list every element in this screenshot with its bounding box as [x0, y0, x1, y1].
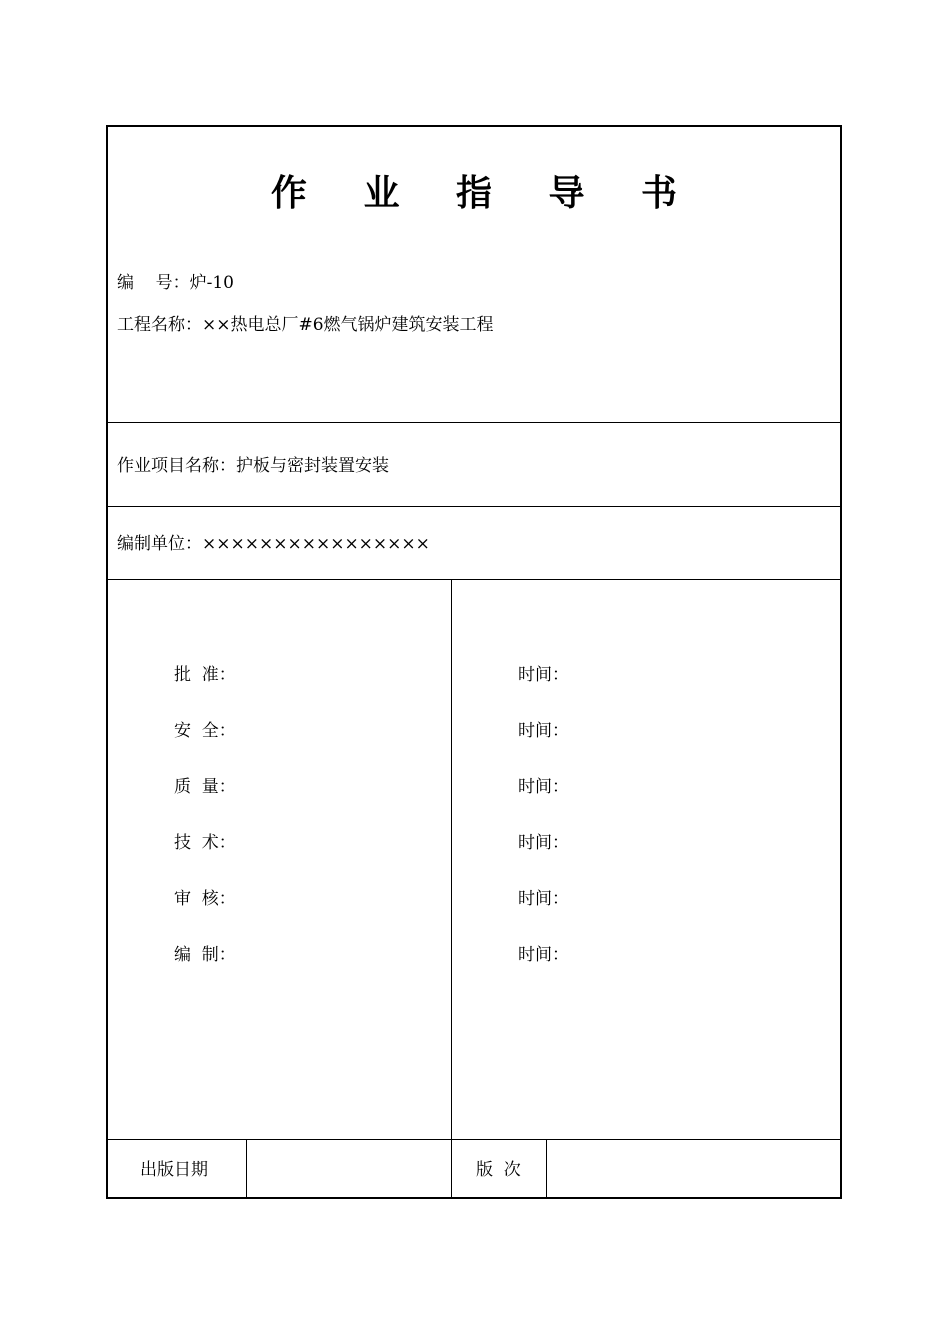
- compiling-unit-label: 编制单位：: [117, 534, 202, 554]
- divider-header: [108, 422, 840, 423]
- approval-label: 批 准：: [174, 665, 236, 685]
- technical-label: 技 术：: [174, 833, 236, 853]
- compiling-unit-value: ××××××××××××××××: [202, 534, 430, 554]
- safety-time-label: 时间：: [518, 721, 569, 741]
- project-name-value: ××热电总厂#6燃气锅炉建筑安装工程: [202, 315, 494, 335]
- publish-date-label: 出版日期: [140, 1160, 208, 1180]
- technical-time-label: 时间：: [518, 833, 569, 853]
- document-title: 作 业 指 导 书: [270, 173, 700, 214]
- task-name-label: 作业项目名称：: [117, 456, 236, 476]
- divider-unit: [108, 579, 840, 580]
- divider-task: [108, 506, 840, 507]
- compiling-unit-row: [117, 534, 430, 554]
- review-time-label: 时间：: [518, 889, 569, 909]
- quality-time-label: 时间：: [518, 777, 569, 797]
- task-name-value: 护板与密封装置安装: [236, 456, 389, 476]
- approval-time-label: 时间：: [518, 665, 569, 685]
- task-name-row: [117, 456, 389, 476]
- quality-label: 质 量：: [174, 777, 236, 797]
- divider-column-center: [451, 579, 452, 1199]
- divider-footer: [108, 1139, 840, 1140]
- document-number-row: [117, 273, 234, 293]
- compiled-by-label: 编 制：: [174, 945, 236, 965]
- divider-footer-date: [246, 1139, 247, 1199]
- edition-label: 版 次: [476, 1160, 521, 1180]
- review-label: 审 核：: [174, 889, 236, 909]
- safety-label: 安 全：: [174, 721, 236, 741]
- compiled-by-time-label: 时间：: [518, 945, 569, 965]
- project-name-row: [117, 315, 494, 335]
- instruction-sheet-form: [106, 125, 842, 1199]
- document-number-label: 编 号：: [117, 273, 190, 293]
- project-name-label: 工程名称：: [117, 315, 202, 335]
- document-number-value: 炉-10: [189, 273, 235, 293]
- divider-footer-edition: [546, 1139, 547, 1199]
